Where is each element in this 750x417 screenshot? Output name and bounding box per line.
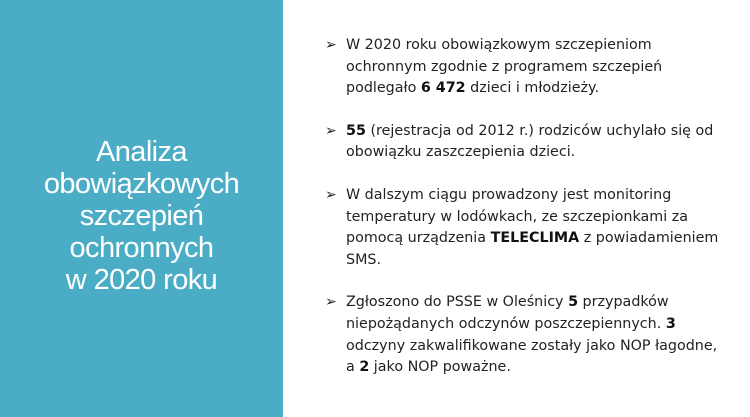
bullet-highlight: TELECLIMA [490, 230, 580, 247]
bullet-list [325, 35, 730, 379]
bullet-text: przypadków niepożądanych odczynów poszczepiennych. [346, 294, 669, 332]
bullet-text: (rejestracja od 2012 r.) rodziców uchylało się od obowiązku zaszczepienia dzieci. [346, 122, 714, 161]
title-panel [0, 0, 283, 417]
bullet-highlight: 55 [346, 122, 366, 139]
bullet-highlight: 2 [359, 359, 370, 376]
bullet-text: dzieci i młodzieży. [465, 80, 599, 97]
bullet-item-nop-reports [325, 292, 730, 378]
title-line: w 2020 roku [65, 263, 218, 296]
title-line: szczepień [79, 199, 204, 232]
bullet-text: z powiadamieniem SMS. [346, 230, 719, 268]
bullet-text: W dalszym ciągu prowadzony jest monitoring temperatury w lodówkach, ze szczepionkami za pomocą urządzenia [346, 186, 688, 247]
bullet-text: odczyny zakwalifikowane zostały jako NOP łagodne, a [346, 337, 718, 376]
bullet-item-refusals [325, 121, 730, 164]
bullet-item-monitoring [325, 185, 730, 271]
title-line: obowiązkowych [43, 167, 240, 200]
bullet-item-vaccinations [325, 35, 730, 100]
slide-title [44, 136, 239, 296]
bullet-text: Zgłoszono do PSSE w Oleśnicy [346, 294, 569, 311]
bullet-highlight: 6 472 [420, 80, 466, 97]
title-line: Analiza [96, 135, 187, 168]
bullet-text: W 2020 roku obowiązkowym szczepieniom ochronnym zgodnie z programem szczepień podlegało [346, 37, 663, 97]
bullet-text: jako NOP poważne. [369, 359, 511, 376]
title-line: ochronnych [69, 231, 214, 264]
bullet-highlight: 3 [665, 315, 676, 332]
bullet-highlight: 5 [568, 294, 579, 311]
arrowhead-bullet-icon: ➢ [325, 186, 337, 203]
arrowhead-bullet-icon: ➢ [325, 122, 337, 139]
arrowhead-bullet-icon: ➢ [325, 37, 337, 53]
arrowhead-bullet-icon: ➢ [325, 294, 337, 311]
